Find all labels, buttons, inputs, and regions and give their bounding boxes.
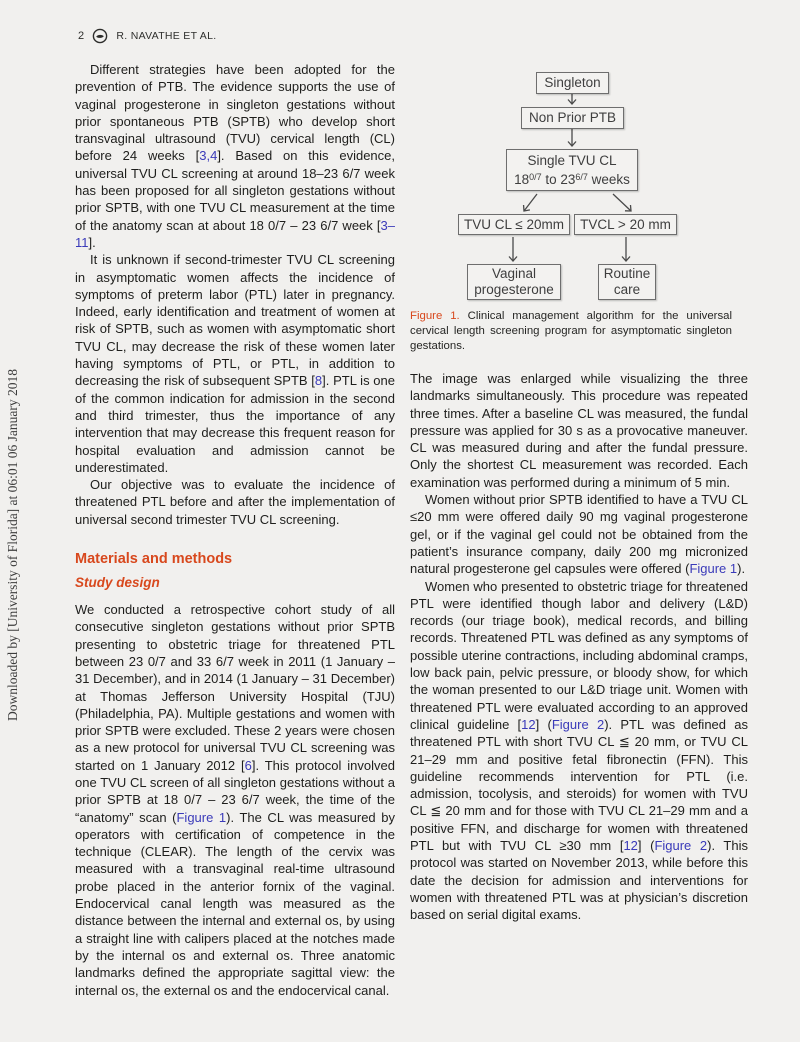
- flow-box-tvu-cl-le-20: TVU CL ≤ 20mm: [458, 214, 570, 235]
- left-column: [75, 61, 395, 999]
- flow-box-single-tvu-line2: $18^{0/7}$ to $23^{6/7}$ weeks: [514, 171, 630, 187]
- paragraph-image-enlarged: The image was enlarged while visualizing the three landmarks simultaneously. This procedure was repeated three times. After a baseline CL was measured, the fundal pressure was applied for 30 s as a provocative maneuver. CL was measured during and after the fundal pressure. Only the shortest CL measurement was recorded. Each examination was performed during a minimum of 5 min.: [410, 371, 748, 490]
- paragraph-intro-1: Different strategies have been adopted for the prevention of PTB. The evidence supports the use of vaginal progesterone in singleton gestations without prior spontaneous PTB (SPTB) who develop short transvaginal ultrasound (TVU) cervical length (CL) before 24 weeks [3,4]. Based on this evidence, universal TVU CL screening at around 18–23 6/7 week has been proposed for all singleton gestations without prior SPTB, with one TVU CL measurement at the time of the anatomy scan at about 18 0/7 – 23 6/7 week [3–11].: [75, 62, 395, 250]
- citation-link[interactable]: 12: [521, 716, 536, 732]
- flow-box-tvcl-gt-20: TVCL > 20 mm: [574, 214, 677, 235]
- figure-caption-label: Figure 1.: [410, 310, 460, 322]
- flow-box-single-tvu-cl: [506, 149, 638, 191]
- citation-link[interactable]: Figure 1: [176, 809, 227, 825]
- flow-box-non-prior-ptb: Non Prior PTB: [521, 107, 624, 129]
- citation-link[interactable]: 12: [623, 838, 638, 854]
- figure-caption-text: Clinical management algorithm for the universal cervical length screening program for asymptomatic singleton gestations.: [410, 310, 733, 352]
- page-number: 2: [78, 30, 85, 42]
- figure-caption: [410, 309, 732, 354]
- citation-link[interactable]: 6: [244, 757, 252, 773]
- flow-box-single-tvu-line1: Single TVU CL: [527, 152, 617, 168]
- citation-link[interactable]: Figure 2: [654, 838, 708, 854]
- flow-box-routine-care: Routine care: [598, 264, 656, 300]
- citation-link[interactable]: Figure 1: [689, 561, 738, 577]
- taylor-francis-circle-icon: [92, 28, 108, 44]
- paragraph-study-design: We conducted a retrospective cohort study of all consecutive singleton gestations without prior SPTB presenting to obstetric triage for threatened PTL between 23 0/7 and 33 6/7 week in 2011 (1 January – 31 December), and in 2014 (1 January – 31 December) at Thomas Jefferson University Hospital (TJU) (Philadelphia, PA). Multiple gestations and women with prior SPTB were excluded. These 2 years were chosen as a new protocol for universal TVU CL screening was started on 1 January 2012 [6]. This protocol involved one TVU CL screen of all singleton gestations without a prior SPTB at 18 0/7 – 23 6/7 week, the time of the “anatomy” scan (Figure 1). The CL was measured by operators with certification of competence in the technique (CLEAR). The length of the cervix was measured with a transvaginal real-time ultrasound probe placed in the anterior fornix of the vaginal. Endocervical canal length was measured as the distance between the internal and external os, by using a straight line with calipers placed at the notches made by the internal os and external os. Three anatomic landmarks defined the appropriate sagittal view: the internal os, the external os and the endocervical canal.: [75, 602, 395, 998]
- section-heading-materials-and-methods: Materials and methods: [75, 551, 233, 568]
- paragraph-triage-definition: Women who presented to obstetric triage for threatened PTL were identified though labor and delivery (L&D) records (our triage book), medical records, and billing records. Threatened PTL was defined as any symptoms of possible uterine contractions, including abdominal cramps, low back pain, pelvic pressure, or bloody show, for which the woman presented to our L&D triage unit. Women with threatened PTL were evaluated according to an approved clinical guideline [12] (Figure 2). PTL was defined as threatened PTL with short TVU CL ≦ 20 mm, or TVU CL 21–29 mm and positive fetal fibronectin (FFN). This guideline recommends intervention for PTL (i.e. admission, tocolysis, and steroids) for women with TVU CL ≦ 20 mm and for those with TVU CL 21–29 mm and a positive FFN, and discharge for women with threatened PTL but with TVU CL ≥30 mm [12] (Figure 2). This protocol was started on November 2013, while before this date the decision for admission and interventions for women with threatened PTL was at physician’s discretion based on serial digital exams.: [410, 578, 748, 923]
- flow-box-vaginal-progesterone: Vaginal progesterone: [467, 264, 561, 300]
- paragraph-progesterone-offered: Women without prior SPTB identified to have a TVU CL ≤20 mm were offered daily 90 mg vaginal progesterone gel, or if the vaginal gel could not be obtained from the patient’s insurance company, daily 200 mg micronized natural progesterone gel capsules were offered (Figure 1).: [410, 492, 748, 577]
- citation-link[interactable]: Figure 2: [551, 716, 605, 732]
- running-head: [78, 28, 216, 44]
- citation-link[interactable]: 3,4: [199, 148, 218, 164]
- citation-link[interactable]: 8: [314, 373, 323, 389]
- right-column: [410, 370, 748, 924]
- paragraph-intro-2: It is unknown if second-trimester TVU CL screening in asymptomatic women affects the incidence of symptoms of preterm labor (PTL) later in pregnancy. Indeed, early identification and treatment of women at risk of SPTB, such as women with asymptomatic short TVU CL, may decrease the risk of these women later having symptoms of PTL, or PTL, in addition to decreasing the risk of subsequent SPTB [8]. PTL is one of the common indication for admission in the second and third trimester, thus the importance of any intervention that may decrease this frequent reason for hospital evaluation and admission cannot be underestimated.: [75, 252, 395, 475]
- citation-link[interactable]: 3–11: [75, 217, 395, 250]
- flow-box-singleton: Singleton: [536, 72, 609, 94]
- subsection-heading-study-design: Study design: [75, 575, 160, 591]
- download-watermark: Downloaded by [University of Florida] at 06:01 06 January 2018: [5, 368, 20, 722]
- running-title: R. NAVATHE ET AL.: [116, 30, 217, 42]
- figure-1-flowchart: [450, 62, 750, 305]
- paragraph-objective: Our objective was to evaluate the incidence of threatened PTL before and after the implementation of universal second trimester TVU CL screening.: [75, 477, 395, 527]
